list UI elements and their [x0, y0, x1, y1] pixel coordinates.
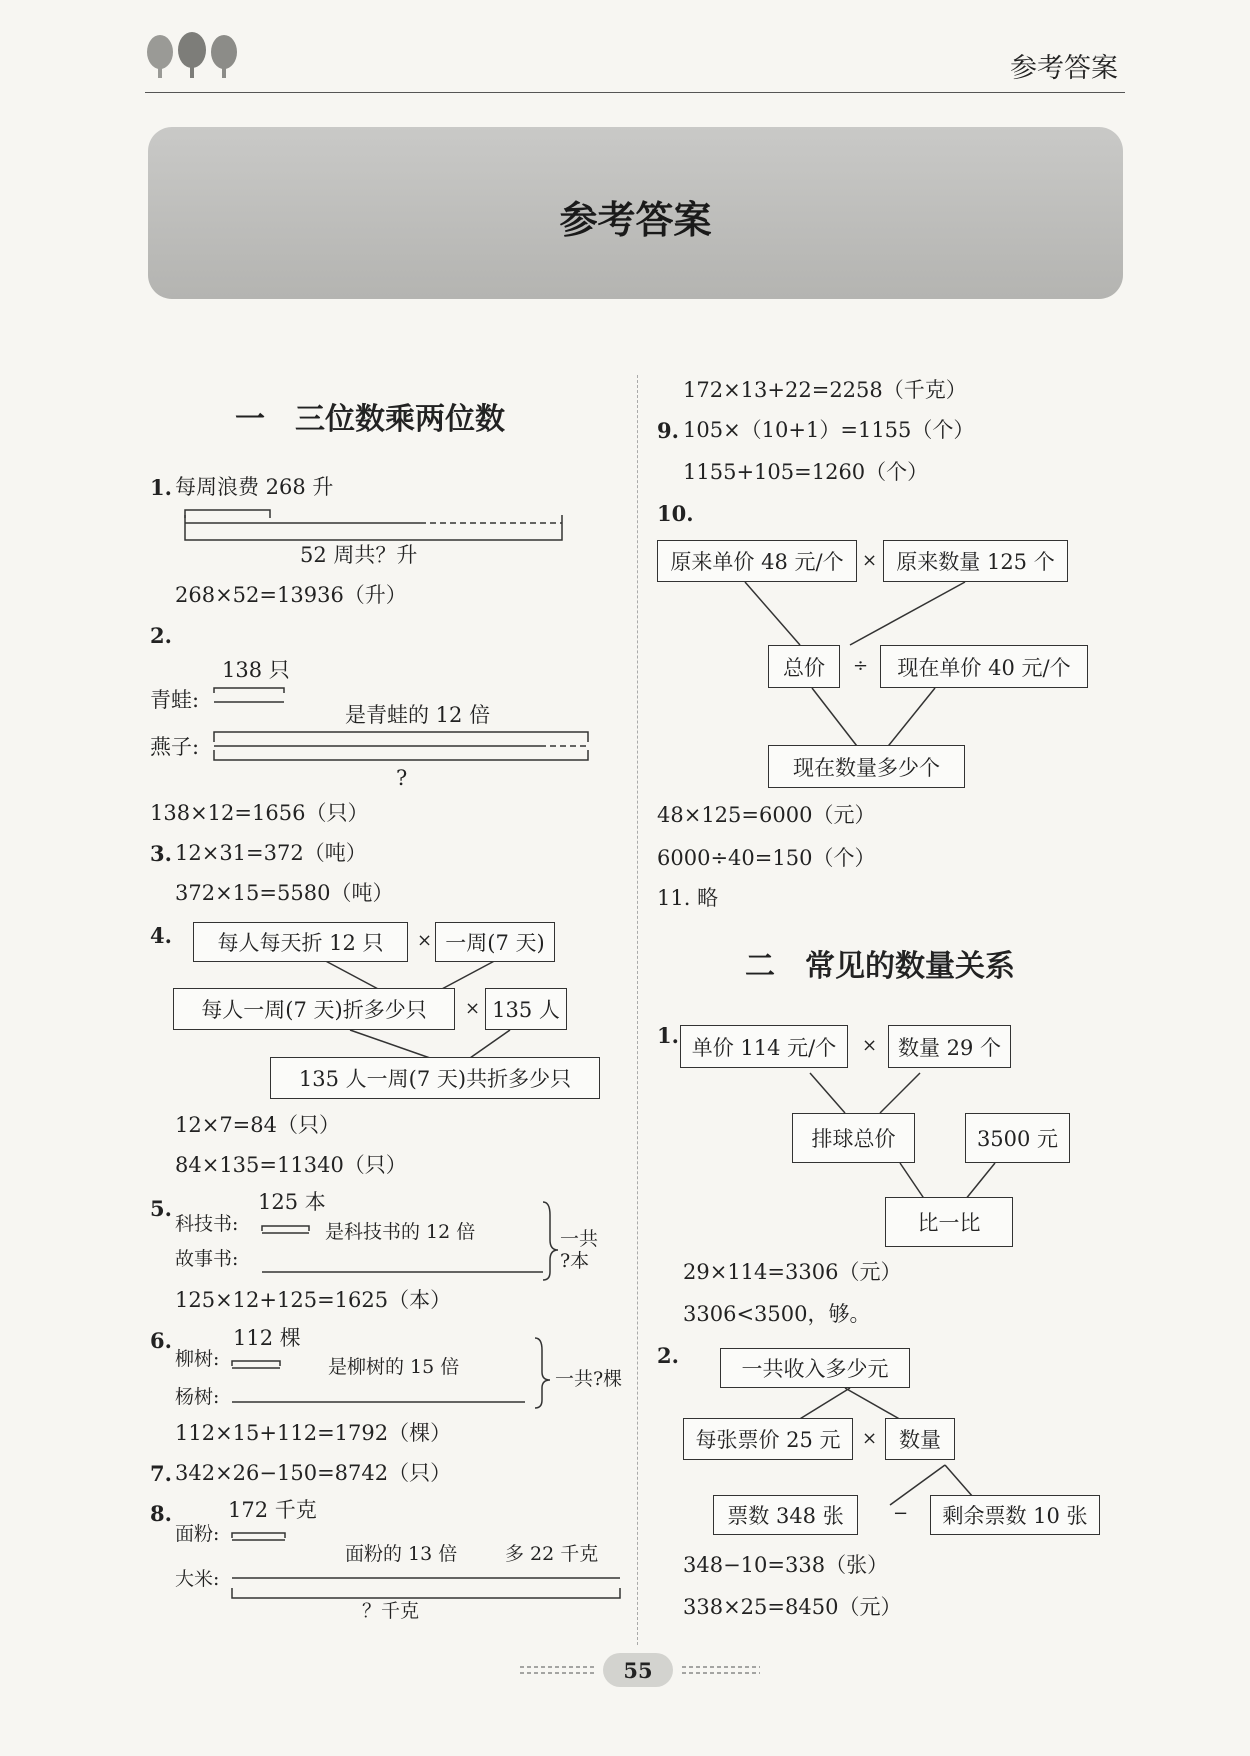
s2q2-box-tickets: 票数 348 张 [713, 1495, 858, 1535]
q7-calc: 342×26−150=8742（只） [175, 1461, 452, 1485]
q4-box-daily: 每人每天折 12 只 [193, 922, 408, 962]
q2-number: 2. [150, 623, 172, 648]
q5-mid: 是科技书的 12 倍 [325, 1221, 476, 1243]
q6-row1: 柳树: [175, 1348, 220, 1370]
s2q2-box-qty: 数量 [885, 1418, 955, 1460]
q8-more: 多 22 千克 [505, 1543, 599, 1565]
q6-number: 6. [150, 1328, 172, 1353]
q2-top: 138 只 [222, 658, 290, 682]
q6-calc: 112×15+112=1792（棵） [175, 1421, 452, 1445]
q5-calc: 125×12+125=1625（本） [175, 1288, 452, 1312]
s2q1-box-price: 单价 114 元/个 [680, 1025, 848, 1068]
s2-q1-number: 1. [657, 1023, 679, 1048]
q10-box-new-qty: 现在数量多少个 [768, 745, 965, 788]
q9-line2: 1155+105=1260（个） [683, 460, 929, 484]
times-icon: × [862, 550, 878, 571]
q8-question: ？千克 [362, 1600, 420, 1622]
q10-box-old-price: 原来单价 48 元/个 [657, 540, 857, 582]
q11-answer: 11. 略 [657, 886, 719, 910]
q8-row2: 大米: [175, 1568, 220, 1590]
q1-brace-label: 52 周共？升 [300, 543, 418, 567]
header-title: 参考答案 [1010, 53, 1118, 84]
minus-icon: − [893, 1503, 909, 1524]
q6-mid: 是柳树的 15 倍 [328, 1356, 460, 1378]
q8-mid: 面粉的 13 倍 [345, 1543, 458, 1565]
q8-calc-cont: 172×13+22=2258（千克） [683, 378, 967, 402]
q1-number: 1. [150, 475, 172, 500]
q2-frog: 青蛙: [150, 688, 200, 712]
q8-top: 172 千克 [228, 1498, 317, 1522]
q4-line2: 84×135=11340（只） [175, 1153, 407, 1177]
s2q1-box-qty: 数量 29 个 [888, 1025, 1011, 1068]
q6-row2: 杨树: [175, 1386, 220, 1408]
s2q2-line2: 338×25=8450（元） [683, 1595, 902, 1619]
q5-row2: 故事书: [175, 1248, 239, 1270]
q5-side2: ?本 [560, 1250, 590, 1272]
page-number: 55 [623, 1657, 653, 1683]
times-icon: × [862, 1035, 878, 1056]
q4-box-total: 135 人一周(7 天)共折多少只 [270, 1057, 600, 1099]
q10-box-old-qty: 原来数量 125 个 [883, 540, 1068, 582]
q2-question: ? [396, 766, 408, 790]
s2q1-line2: 3306<3500，够。 [683, 1302, 871, 1326]
times-icon: × [417, 930, 433, 951]
page-number-badge [603, 1653, 673, 1687]
divide-icon: ÷ [853, 655, 869, 676]
q2-swallow: 燕子: [150, 735, 200, 759]
q2-brace-top: 是青蛙的 12 倍 [345, 703, 491, 727]
q5-row1: 科技书: [175, 1213, 239, 1235]
s2q1-box-budget: 3500 元 [965, 1113, 1070, 1163]
q7-number: 7. [150, 1461, 172, 1486]
q10-box-new-price: 现在单价 40 元/个 [880, 645, 1088, 688]
q8-row1: 面粉: [175, 1523, 220, 1545]
q9-line1: 105×（10+1）=1155（个） [683, 418, 975, 442]
times-icon: × [465, 998, 481, 1019]
q4-line1: 12×7=84（只） [175, 1113, 340, 1137]
q4-box-weekly: 每人一周(7 天)折多少只 [173, 988, 455, 1030]
q1-label: 每周浪费 268 升 [175, 475, 334, 499]
q10-box-total: 总价 [768, 645, 840, 688]
q10-line1: 48×125=6000（元） [657, 803, 876, 827]
s2-q2-number: 2. [657, 1343, 679, 1368]
q4-box-people: 135 人 [485, 988, 567, 1030]
q4-box-week: 一周(7 天) [435, 922, 555, 962]
q10-number: 10. [657, 501, 694, 526]
q6-top: 112 棵 [233, 1326, 301, 1350]
q9-number: 9. [657, 418, 679, 443]
q5-number: 5. [150, 1196, 172, 1221]
s2q2-line1: 348−10=338（张） [683, 1553, 889, 1577]
q4-number: 4. [150, 923, 172, 948]
s2q1-line1: 29×114=3306（元） [683, 1260, 902, 1284]
banner-title: 参考答案 [559, 198, 712, 242]
q3-line1: 12×31=372（吨） [175, 841, 367, 865]
q3-number: 3. [150, 841, 172, 866]
q6-side: 一共?棵 [555, 1368, 623, 1390]
times-icon: × [862, 1428, 878, 1449]
s2q2-box-remaining: 剩余票数 10 张 [930, 1495, 1100, 1535]
q10-line2: 6000÷40=150（个） [657, 846, 876, 870]
q3-line2: 372×15=5580（吨） [175, 881, 394, 905]
q5-side1: 一共 [560, 1228, 599, 1250]
s2q1-box-total: 排球总价 [792, 1113, 915, 1163]
s2q1-box-compare: 比一比 [885, 1197, 1013, 1247]
q8-number: 8. [150, 1501, 172, 1526]
q2-calc: 138×12=1656（只） [150, 801, 369, 825]
q1-calc: 268×52=13936（升） [175, 583, 407, 607]
q5-top: 125 本 [258, 1190, 326, 1214]
s2q2-box-ticket-price: 每张票价 25 元 [683, 1418, 853, 1460]
section-title-1: 一 三位数乘两位数 [235, 402, 505, 437]
s2q2-box-income: 一共收入多少元 [720, 1348, 910, 1388]
section-title-2: 二 常见的数量关系 [745, 949, 1015, 984]
